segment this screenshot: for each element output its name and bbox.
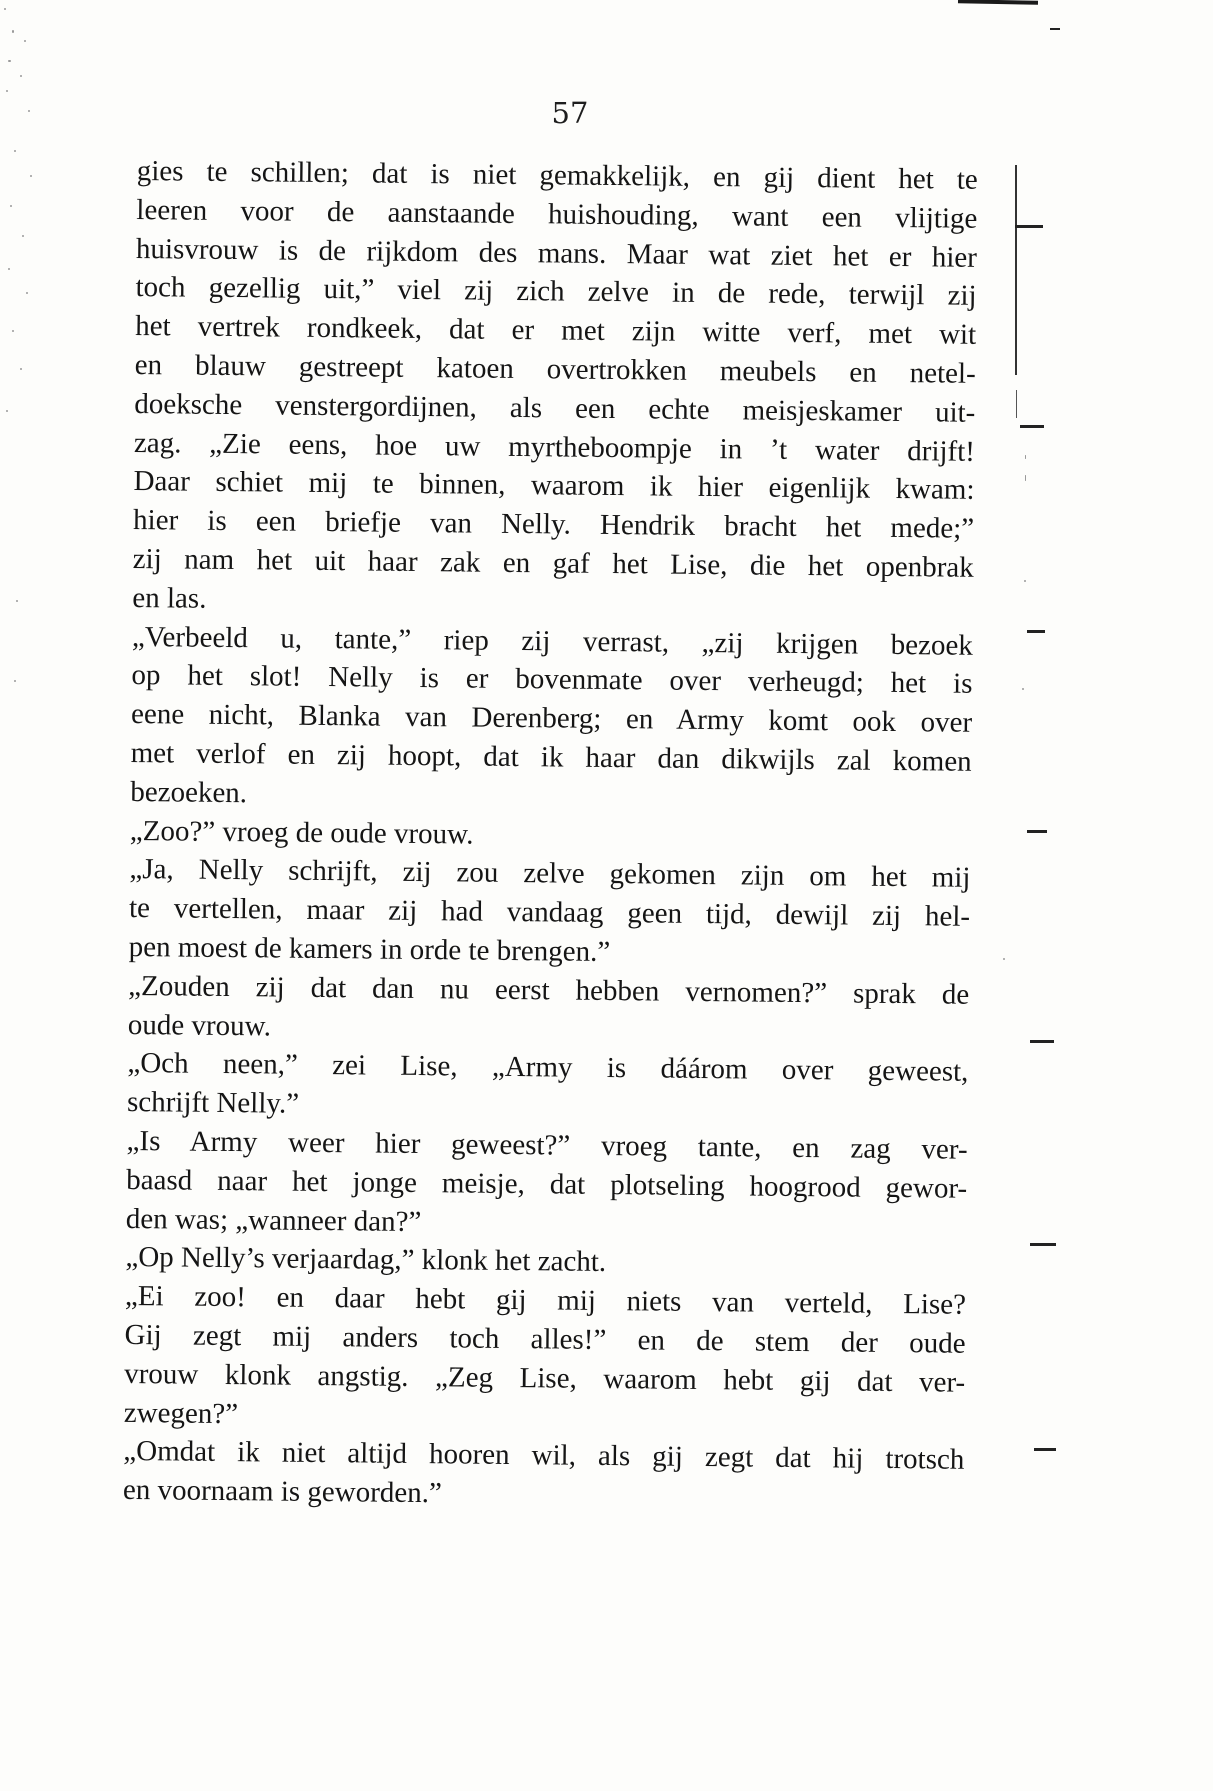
page-number: 57 (551, 96, 589, 130)
left-speck (30, 175, 32, 177)
margin-speck (1025, 475, 1026, 481)
margin-dash (1030, 1040, 1054, 1043)
left-speck (14, 150, 16, 152)
margin-bracket-line (1015, 165, 1017, 375)
text-line: Daar schiet mij te binnen, waarom ik hier eigenlijk kwam: (133, 465, 975, 507)
left-speck (20, 368, 22, 370)
text-line: te vertellen, maar zij had vandaag geen tijd, dewijl zij hel- (128, 892, 971, 933)
margin-dash (1034, 1448, 1056, 1451)
left-speck (16, 600, 18, 602)
text-line: schrijft Nelly.” (126, 1086, 300, 1120)
text-line: „Ja, Nelly schrijft, zij zou zelve gekomen zijn om het mij (129, 853, 971, 895)
left-speck (14, 680, 16, 682)
text-line: Gij zegt mij anders toch alles!” en de stem der oude (124, 1318, 966, 1360)
text-line: en las. (132, 581, 207, 615)
left-speck (20, 75, 22, 77)
left-speck (6, 90, 8, 92)
text-line: op het slot! Nelly is er bovenmate over verheugd; het is (131, 659, 973, 701)
margin-speck (1022, 688, 1024, 690)
left-speck (12, 330, 14, 332)
left-speck (24, 40, 26, 42)
text-line: gies te schillen; dat is niet gemakkelijk, en gij dient het te (136, 154, 978, 196)
scan-edge-dash (1050, 28, 1060, 30)
left-speck (8, 60, 11, 62)
margin-bracket-tick (1015, 225, 1043, 228)
text-line: hier is een briefje van Nelly. Hendrik bracht het mede;” (132, 504, 975, 545)
text-line: „Omdat ik niet altijd hooren wil, als gij zegt dat hij trotsch (123, 1435, 965, 1477)
scan-edge-stroke (958, 0, 1038, 5)
left-speck (6, 410, 8, 412)
margin-dash (1027, 830, 1047, 833)
text-line: eene nicht, Blanka van Derenberg; en Army komt ook over (130, 698, 973, 739)
text-line: „Zoo?” vroeg de oude vrouw. (129, 814, 474, 851)
margin-speck (1024, 580, 1026, 582)
margin-speck (1003, 958, 1005, 960)
left-speck (10, 205, 12, 207)
text-line: met verlof en zij hoopt, dat ik haar dan dikwijls zal komen (130, 736, 972, 778)
text-line: vrouw klonk angstig. „Zeg Lise, waarom hebt gij dat ver- (124, 1357, 966, 1399)
text-line: „Is Army weer hier geweest?” vroeg tante, en zag ver- (126, 1124, 968, 1166)
text-line: huisvrouw is de rijkdom des mans. Maar wat ziet het er hier (135, 232, 978, 274)
body-text (123, 152, 978, 1519)
text-line: oude vrouw. (127, 1008, 272, 1042)
left-speck (22, 235, 24, 237)
margin-bracket-line-lower (1016, 390, 1017, 418)
margin-dash (1030, 1243, 1056, 1246)
text-line: zwegen?” (123, 1396, 239, 1430)
left-speck (12, 30, 14, 33)
text-line: zij nam het uit haar zak en gaf het Lise, die het openbrak (132, 542, 974, 584)
text-line: en voornaam is geworden.” (122, 1474, 443, 1510)
text-line: leeren voor de aanstaande huishouding, want een vlijtige (136, 193, 978, 235)
text-line: „Zouden zij dat dan nu eerst hebben vernomen?” sprak de (128, 969, 970, 1011)
text-line: en blauw gestreept katoen overtrokken meubels en netel- (134, 348, 976, 390)
left-speck (8, 268, 10, 270)
text-line: bezoeken. (130, 775, 248, 809)
text-line: zag. „Zie eens, hoe uw myrtheboompje in ’t water drijft! (133, 426, 976, 468)
text-line: „Ei zoo! en daar hebt gij mij niets van verteld, Lise? (124, 1280, 967, 1321)
text-line: „Op Nelly’s verjaardag,” klonk het zacht. (125, 1241, 607, 1279)
left-speck (26, 292, 28, 294)
text-line: „Verbeeld u, tante,” riep zij verrast, „zij krijgen bezoek (131, 620, 974, 662)
margin-dash (1027, 630, 1045, 633)
text-line: het vertrek rondkeek, dat er met zijn witte verf, met wit (135, 310, 977, 351)
left-speck (4, 8, 6, 10)
text-line: doeksche venstergordijnen, als een echte meisjeskamer uit- (134, 387, 976, 429)
margin-speck (1025, 455, 1026, 459)
text-line: „Och neen,” zei Lise, „Army is dáárom over geweest, (127, 1047, 969, 1089)
text-line: baasd naar het jonge meisje, dat plotseling hoogrood gewor- (126, 1163, 968, 1205)
left-speck (28, 110, 30, 112)
text-line: toch gezellig uit,” viel zij zich zelve in de rede, terwijl zij (135, 271, 977, 313)
text-line: pen moest de kamers in orde te brengen.” (128, 930, 611, 968)
text-line: den was; „wanneer dan?” (125, 1202, 422, 1238)
margin-tick (1020, 425, 1044, 428)
